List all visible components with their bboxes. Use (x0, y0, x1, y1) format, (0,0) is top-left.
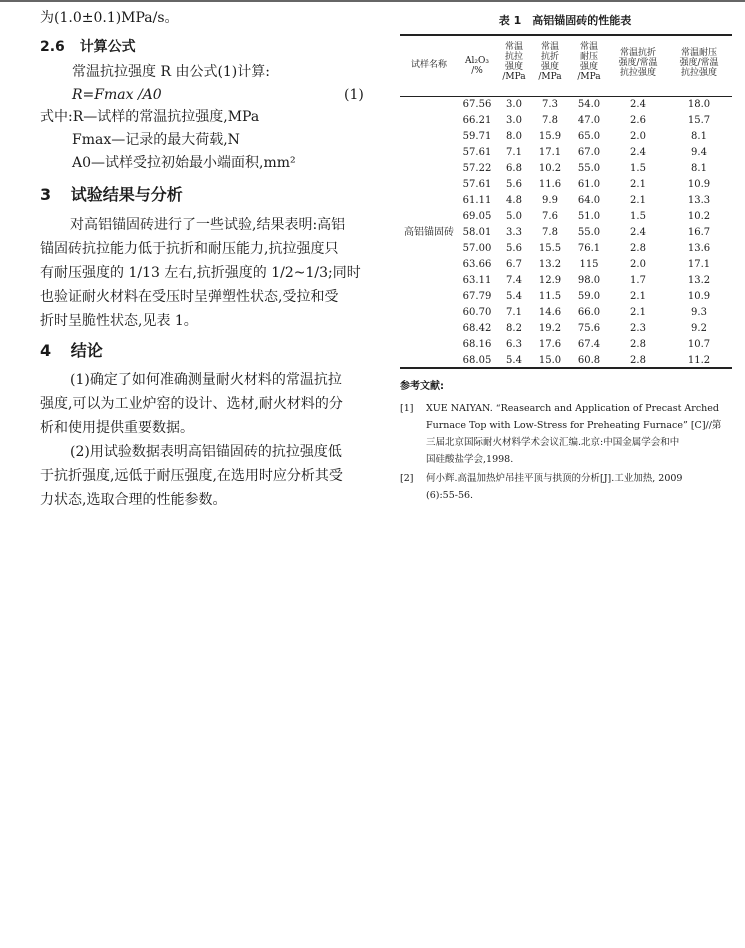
header-line: 强度 (540, 62, 559, 72)
table-cell: 7.1 (506, 307, 522, 318)
table-cell: 15.7 (687, 115, 711, 126)
reference-line: (6):55-56. (426, 490, 474, 501)
reference-line: 三届北京国际耐火材料学术会议汇编.北京:中国金属学会和中 (426, 437, 680, 448)
table-cell: 65.0 (577, 131, 601, 142)
table-cell: 3.3 (506, 227, 522, 238)
table-cell: 15.5 (538, 243, 562, 254)
table-cell: 18.0 (687, 99, 711, 110)
table-cell: 9.9 (542, 195, 558, 206)
reference-line: 何小辉.高温加热炉吊挂平顶与拱顶的分析[J].工业加热, 2009 (426, 473, 683, 484)
header-flexural (534, 42, 566, 82)
text-line: 有耐压强度的 1/13 左右,抗折强度的 1/2~1/3;同时 (40, 265, 361, 281)
table-row (0, 177, 745, 193)
top-rule (0, 0, 745, 2)
table-row (0, 209, 745, 225)
table-cell: 2.1 (630, 307, 646, 318)
header-line: Al₂O₃ (465, 56, 489, 66)
table-row (0, 193, 745, 209)
table-cell: 3.0 (506, 99, 522, 110)
table-cell: 2.4 (630, 227, 646, 238)
text-line: 力状态,选取合理的性能参数。 (40, 492, 227, 508)
header-line: 抗拉强度 (680, 68, 717, 78)
reference-number: [1] (400, 403, 414, 414)
table-cell: 2.8 (630, 355, 646, 366)
table-row (0, 305, 745, 321)
text-line: (1)确定了如何准确测量耐火材料的常温抗拉 (70, 372, 342, 388)
where-fmax: Fmax—记录的最大荷载,N (72, 132, 240, 148)
table-cell: 9.3 (691, 307, 707, 318)
table-cell: 11.5 (538, 291, 562, 302)
table-cell: 10.2 (687, 211, 711, 222)
section-number: 3 (40, 185, 52, 204)
table-row (0, 289, 745, 305)
table-cell: 47.0 (577, 115, 601, 126)
table-cell: 59.71 (462, 131, 492, 142)
header-line: /MPa (538, 72, 562, 82)
reference-line: 国硅酸盐学会,1998. (426, 454, 514, 465)
section-number: 2.6 (40, 39, 65, 55)
table-cell: 61.11 (462, 195, 492, 206)
table-cell: 57.61 (462, 179, 492, 190)
table-cell: 7.6 (542, 211, 558, 222)
table-cell: 7.8 (542, 115, 558, 126)
table-row (0, 257, 745, 273)
table-cell: 63.66 (462, 259, 492, 270)
header-al2o3 (460, 56, 494, 76)
table-cell: 9.4 (691, 147, 707, 158)
header-flexural-ratio (610, 48, 666, 78)
table-cell: 60.70 (462, 307, 492, 318)
table-cell: 67.4 (577, 339, 601, 350)
table-cell: 13.2 (538, 259, 562, 270)
table-cell: 57.61 (462, 147, 492, 158)
header-line: 强度/常温 (618, 58, 658, 68)
reference-line: Furnace Top with Low-Stress for Preheating Furnace” [C]//第 (426, 420, 722, 431)
table-cell: 67.56 (462, 99, 492, 110)
table-cell: 17.1 (687, 259, 711, 270)
table-cell: 57.22 (462, 163, 492, 174)
reference-item (400, 400, 732, 468)
where-r: 式中:R—试样的常温抗拉强度,MPa (40, 109, 260, 125)
table-cell: 14.6 (538, 307, 562, 318)
header-line: 强度 (579, 62, 598, 72)
table-cell: 57.00 (462, 243, 492, 254)
table-cell: 5.4 (506, 355, 522, 366)
table-cell: 8.0 (506, 131, 522, 142)
table-cell: 6.8 (506, 163, 522, 174)
table-cell: 115 (579, 259, 599, 270)
continued-line: 为(1.0±0.1)MPa/s。 (40, 10, 179, 26)
material-name: 高铝锚固砖 (404, 227, 454, 238)
table-cell: 59.0 (577, 291, 601, 302)
table-cell: 75.6 (577, 323, 601, 334)
header-line: /MPa (577, 72, 601, 82)
header-line: 耐压 (579, 52, 598, 62)
table-cell: 61.0 (577, 179, 601, 190)
table-cell: 13.6 (687, 243, 711, 254)
table-cell: 7.1 (506, 147, 522, 158)
table-cell: 6.3 (506, 339, 522, 350)
table-cell: 55.0 (577, 227, 601, 238)
table-cell: 13.2 (687, 275, 711, 286)
table-row (0, 273, 745, 289)
header-line: 强度 (504, 62, 523, 72)
table-cell: 51.0 (577, 211, 601, 222)
table-row (0, 129, 745, 145)
table-cell: 63.11 (462, 275, 492, 286)
reference-list (400, 400, 732, 504)
section-title: 试验结果与分析 (70, 185, 183, 204)
table-cell: 5.0 (506, 211, 522, 222)
where-a0: A0—试样受拉初始最小端面积,mm² (72, 155, 296, 171)
section-title: 计算公式 (79, 39, 136, 55)
table-cell: 5.6 (506, 179, 522, 190)
text-line: 也验证耐火材料在受压时呈弹塑性状态,受拉和受 (40, 289, 339, 305)
table-cell: 10.7 (687, 339, 711, 350)
text-line: 析和使用提供重要数据。 (40, 420, 194, 436)
header-line: /% (471, 66, 483, 76)
table-cell: 64.0 (577, 195, 601, 206)
table-cell: 17.1 (538, 147, 562, 158)
header-sample-name: 试样名称 (410, 60, 447, 70)
text-line: 对高铝锚固砖进行了一些试验,结果表明:高铝 (70, 217, 346, 233)
formula-number: (1) (344, 87, 364, 103)
table-cell: 2.0 (630, 131, 646, 142)
table-cell: 4.8 (506, 195, 522, 206)
table-cell: 11.2 (687, 355, 711, 366)
header-compressive-ratio (670, 48, 728, 78)
table-cell: 11.6 (538, 179, 562, 190)
table-cell: 68.42 (462, 323, 492, 334)
table-cell: 10.9 (687, 291, 711, 302)
table-row (0, 337, 745, 353)
section-4-paragraph (40, 368, 372, 512)
section-2-6-heading (40, 36, 136, 56)
table-cell: 67.79 (462, 291, 492, 302)
formula-intro: 常温抗拉强度 R 由公式(1)计算: (72, 64, 270, 80)
table-cell: 9.2 (691, 323, 707, 334)
table-cell: 10.2 (538, 163, 562, 174)
table-cell: 6.7 (506, 259, 522, 270)
table-cell: 58.01 (462, 227, 492, 238)
text-line: 强度,可以为工业炉窑的设计、选材,耐火材料的分 (40, 396, 343, 412)
table-cell: 15.9 (538, 131, 562, 142)
formula: R=Fmax /A0 (72, 87, 162, 103)
table-cell: 98.0 (577, 275, 601, 286)
table-title: 表 1 高铝锚固砖的性能表 (498, 14, 632, 27)
table-cell: 2.1 (630, 291, 646, 302)
table-cell: 54.0 (577, 99, 601, 110)
table-cell: 17.6 (538, 339, 562, 350)
table-cell: 68.16 (462, 339, 492, 350)
reference-item (400, 470, 732, 504)
header-line: 强度/常温 (679, 58, 719, 68)
table-cell: 2.4 (630, 99, 646, 110)
reference-number: [2] (400, 473, 414, 484)
header-line: 抗折 (540, 52, 559, 62)
table-cell: 1.5 (630, 211, 646, 222)
table-row (0, 241, 745, 257)
section-title: 结论 (70, 341, 103, 360)
table-cell: 2.4 (630, 147, 646, 158)
table-row (0, 353, 745, 369)
table-cell: 55.0 (577, 163, 601, 174)
header-line: 常温耐压 (680, 48, 717, 58)
table-cell: 7.3 (542, 99, 558, 110)
table-cell: 16.7 (687, 227, 711, 238)
table-row (0, 161, 745, 177)
table-cell: 2.8 (630, 243, 646, 254)
table-cell: 2.1 (630, 195, 646, 206)
header-tensile (498, 42, 530, 82)
table-cell: 13.3 (687, 195, 711, 206)
header-line: 常温 (540, 42, 559, 52)
table-cell: 1.5 (630, 163, 646, 174)
table-cell: 8.2 (506, 323, 522, 334)
text-line: 折时呈脆性状态,见表 1。 (40, 313, 198, 329)
table-cell: 76.1 (577, 243, 601, 254)
header-line: 抗拉强度 (619, 68, 656, 78)
header-line: /MPa (502, 72, 526, 82)
table-cell: 8.1 (691, 131, 707, 142)
table-cell: 67.0 (577, 147, 601, 158)
section-number: 4 (40, 341, 52, 360)
table-cell: 19.2 (538, 323, 562, 334)
table-cell: 7.8 (542, 227, 558, 238)
table-cell: 2.6 (630, 115, 646, 126)
table-row (0, 97, 745, 113)
table-cell: 8.1 (691, 163, 707, 174)
table-cell: 2.8 (630, 339, 646, 350)
table-cell: 7.4 (506, 275, 522, 286)
text-line: 锚固砖抗拉能力低于抗折和耐压能力,抗拉强度只 (40, 241, 339, 257)
table-cell: 12.9 (538, 275, 562, 286)
table-cell: 60.8 (577, 355, 601, 366)
table-row (0, 225, 745, 241)
header-line: 常温 (504, 42, 523, 52)
table-cell: 10.9 (687, 179, 711, 190)
table-cell: 68.05 (462, 355, 492, 366)
table-cell: 2.1 (630, 179, 646, 190)
table-cell: 2.3 (630, 323, 646, 334)
table-row (0, 113, 745, 129)
text-line: 于抗折强度,远低于耐压强度,在选用时应分析其受 (40, 468, 343, 484)
table-row (0, 145, 745, 161)
table-cell: 2.0 (630, 259, 646, 270)
references-title: 参考文献: (400, 381, 444, 392)
reference-line: XUE NAIYAN. “Reasearch and Application of Precast Arched (426, 403, 719, 414)
table-cell: 5.6 (506, 243, 522, 254)
table-cell: 66.21 (462, 115, 492, 126)
header-line: 常温 (579, 42, 598, 52)
references (400, 378, 732, 506)
table-cell: 69.05 (462, 211, 492, 222)
header-compressive (572, 42, 606, 82)
header-line: 常温抗折 (619, 48, 656, 58)
table-cell: 3.0 (506, 115, 522, 126)
header-line: 抗拉 (504, 52, 523, 62)
table-cell: 1.7 (630, 275, 646, 286)
table-row (0, 321, 745, 337)
table-top-rule (400, 34, 732, 36)
table-cell: 5.4 (506, 291, 522, 302)
text-line: (2)用试验数据表明高铝锚固砖的抗拉强度低 (70, 444, 342, 460)
table-cell: 15.0 (538, 355, 562, 366)
table-cell: 66.0 (577, 307, 601, 318)
